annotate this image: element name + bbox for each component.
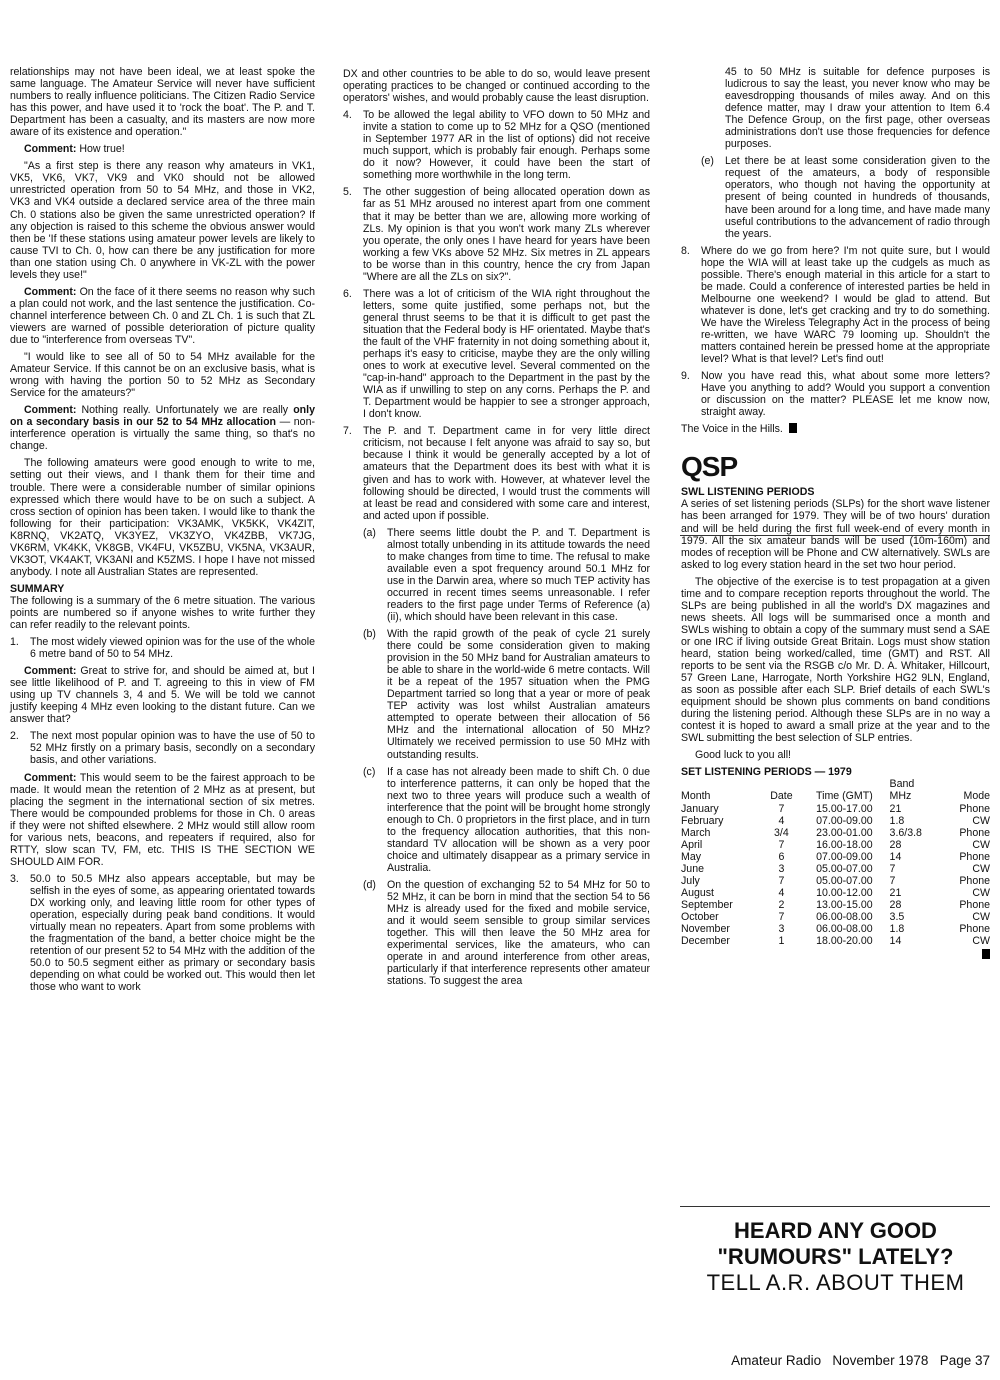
numbered-item bbox=[10, 730, 315, 766]
section-divider bbox=[680, 535, 990, 536]
lettered-item bbox=[363, 879, 650, 987]
footer-issue: November 1978 bbox=[832, 1353, 929, 1368]
table-row bbox=[681, 875, 990, 887]
section-divider bbox=[680, 1206, 990, 1207]
schedule-table bbox=[681, 778, 990, 947]
cell-month: April bbox=[681, 838, 703, 851]
ad-line: TELL A.R. ABOUT THEM bbox=[706, 1270, 965, 1295]
paragraph: relationships may not have been ideal, we at least spoke the same language. The Amateur Service will never have sufficient numbers to really influence politicians. The Citizen Radio Service has this power, and have used it to 'rock the boat'. The P. and T. Department has been a casualty, and its masters are now more aware of its existence and operation." bbox=[10, 66, 315, 139]
schedule-heading: SET LISTENING PERIODS — 1979 bbox=[681, 766, 852, 779]
cell-band: 3.5 bbox=[889, 910, 905, 923]
cell-date: 7 bbox=[778, 874, 785, 887]
item-letter: (e) bbox=[701, 155, 714, 168]
numbered-item bbox=[343, 288, 650, 421]
table-row bbox=[681, 899, 990, 911]
band-label: Band bbox=[889, 778, 915, 791]
cell-date: 2 bbox=[778, 898, 785, 911]
qsp-paragraph: A series of set listening periods (SLPs) for the short wave listener has been arranged for 1979. They will be of two hours' duration and will be held during the first full week-end of every month in 1979. All the six amateur bands will be used (10m-160m) and modes of reception will be Phone and CW alternatively. SWLs are asked to log every station heard in the set two hour period. bbox=[681, 498, 990, 571]
cell-month: August bbox=[681, 886, 714, 899]
item-number: 6. bbox=[343, 287, 352, 300]
numbered-item bbox=[681, 245, 990, 365]
quote-paragraph: "I would like to see all of 50 to 54 MHz available for the Amateur Service. If this cannot be on an exclusive basis, what is wrong with having the portion 50 to 52 MHz as Secondary Service for the amateurs?" bbox=[10, 351, 315, 400]
cell-band: 1.8 bbox=[889, 923, 905, 935]
comment-label: Comment: bbox=[24, 285, 77, 298]
qsp-paragraph: Good luck to you all! bbox=[695, 749, 791, 762]
numbered-item bbox=[343, 425, 650, 521]
item-letter: (c) bbox=[363, 765, 376, 778]
table-row bbox=[681, 839, 990, 851]
item-text: There was a lot of criticism of the WIA right throughout the letters, some quite justified, some perhaps not, but the general thrust seems to be that it is difficult to get past the situation that the Federal body is HF orientated. Maybe that's the fault of the VHF fraternity in not doing something about it, perhaps it's easy to criticise, maybe they are the only willing ones to work at executive level. Several commented on the "cap-in-hand" approach to the Department in the past by the WIA as if unwilling to step on any corns. Perhaps the P. and T. Department would be happier to see a stronger approach, I don't know. bbox=[363, 287, 650, 421]
ad-line: "RUMOURS" LATELY? bbox=[717, 1244, 954, 1269]
item-number: 7. bbox=[343, 425, 352, 438]
comment-text: On the face of it there seems no reason why such a plan could not work, and the last sentence the justification. Co-channel interference between Ch. 0 and ZL Ch. 1 is such that ZL viewers are warned of possible deterioration of picture quality due to "interference from overseas TV". bbox=[10, 285, 315, 346]
cell-band: 7 bbox=[889, 874, 896, 887]
cell-month: June bbox=[681, 862, 704, 875]
signature-line bbox=[681, 423, 990, 435]
cell-band: 14 bbox=[889, 850, 902, 863]
section-title: QSP bbox=[681, 451, 738, 483]
table-row bbox=[681, 815, 990, 827]
qsp-paragraph: The objective of the exercise is to test propagation at a given time and to compare reception reports throughout the world. The SLPs are being published in all the world's DX magazines and news sheets. All logs will be summarised once a month and SWLs wishing to obtain a copy of the summary must send a SAE or one IRC if living outside Great Britain. Logs must show station heard, station being worked/called, time (GMT) and RST. All reports to be sent via the RSGB c/o Mr. D. A. Whitaker, Hillcourt, 57 Green Lane, Harrogate, North Yorkshire HG2 9LN, England, as soon as possible after each SLP. Brief details of each SWL's equipment should be shown plus comments on band conditions during the listening period. Although these SLPs are in no way a contest it is hoped to award a small prize at the year and to the SWL submitting the best selection of SLP entries. bbox=[681, 575, 990, 745]
item-text: Where do we go from here? I'm not quite sure, but I would hope the WIA will at least take up the cudgels as much as possible. There's enough material in this article for a start to be made. Could a conference of interested parties be held in Melbourne one weekend? I would be glad to attend. But whatever is done, let's get cracking and try to do something. We have the Wireless Telegraphy Act in the process of being re-written, we have WARC 79 looming up. Shouldn't the matters contained herein be pressed home at the appropriate level? What is that level? Let's find out! bbox=[701, 244, 990, 366]
item-text: If a case has not already been made to shift Ch. 0 due to interference patterns, it can only be hoped that the next two to three years will produce such a wealth of interference that the point will be brought home strongly enough to Ch. 0 proprietors in the first place, and in turn to the frequency allocation authorities, that this non-standard TV allocation will be shown as a very poor choice and ultimately disappear as a primary service in Australia. bbox=[387, 765, 650, 874]
cell-time: 18.00-20.00 bbox=[816, 935, 873, 948]
col-header-date: Date bbox=[770, 790, 793, 803]
numbered-item bbox=[681, 370, 990, 418]
lettered-item bbox=[363, 628, 650, 761]
table-row bbox=[681, 935, 990, 947]
item-number: 1. bbox=[10, 636, 19, 649]
comment-text: Great to strive for, and should be aimed at, but I see little likelihood of P. and T. agreeing to this in view of FM using up TV channels 3, 4 and 5. We will be told we cannot justify keeping 4 MHz even looking to the distant future. Can we answer that? bbox=[10, 665, 315, 726]
cell-time: 16.00-18.00 bbox=[816, 838, 873, 851]
cell-time: 05.00-07.00 bbox=[816, 862, 873, 875]
cell-date: 4 bbox=[778, 814, 785, 827]
item-number: 5. bbox=[343, 186, 352, 199]
cell-time: 06.00-08.00 bbox=[816, 910, 873, 923]
cell-month: February bbox=[681, 814, 724, 827]
cell-month: March bbox=[681, 826, 711, 839]
cell-mode: CW bbox=[972, 910, 990, 923]
cell-date: 7 bbox=[778, 910, 785, 923]
cell-date: 1 bbox=[778, 935, 785, 948]
end-mark-icon bbox=[789, 423, 797, 433]
cell-time: 15.00-17.00 bbox=[816, 802, 873, 815]
footer-magazine: Amateur Radio bbox=[731, 1353, 822, 1368]
col-header-time: Time (GMT) bbox=[816, 790, 873, 803]
comment-paragraph bbox=[10, 143, 315, 155]
rumours-ad bbox=[681, 1218, 990, 1296]
item-number: 3. bbox=[10, 872, 19, 885]
summary-heading: SUMMARY bbox=[10, 582, 65, 595]
table-row bbox=[681, 923, 990, 935]
summary-paragraph: The following is a summary of the 6 metre situation. The various points are numbered so if anyone wishes to write further they can refer readily to the relevant points. bbox=[10, 594, 315, 632]
qsp-heading: SWL LISTENING PERIODS bbox=[681, 486, 815, 499]
item-number: 8. bbox=[681, 244, 690, 257]
comment-label: Comment: bbox=[24, 771, 77, 784]
cell-month: September bbox=[681, 898, 733, 911]
item-text: The P. and T. Department came in for very little direct criticism, not because I felt anyone was afraid to say so, but because I think it would be generally accepted by a lot of amateurs that the Department does its best with what it is given and has to work with. However, at whatever level the following should be directed, I would trust the comments will at least be read and considered with some care and interest, and acted upon if possible. bbox=[363, 425, 650, 522]
thanks-paragraph: The following amateurs were good enough to write to me, setting out their views, and I thank them for their time and trouble. There were a considerable number of similar opinions expressed which there would have to be on such a subject. A cross section of opinion has been taken. I would like to thank the following for their participation: VK3AMK, VK5KK, VK4ZIT, K8RNQ, VK2ATQ, VK3YEZ, VK3ZYO, VK4ZBB, VK7JG, VK6RM, VK4KK, VK8GB, VK4FU, VK5ZBU, VK5NA, VK3AUR, VK3OT, VK4AKT, VK3ANI and K5ZMS. I hope I have not missed anybody. I note all Australian States are represented. bbox=[10, 457, 315, 578]
lettered-item bbox=[363, 527, 650, 623]
schedule-body bbox=[681, 803, 990, 948]
cell-mode: Phone bbox=[959, 874, 990, 887]
item-number: 9. bbox=[681, 370, 690, 383]
cell-date: 4 bbox=[778, 886, 785, 899]
cell-mode: CW bbox=[972, 814, 990, 827]
comment-paragraph bbox=[10, 772, 315, 868]
cell-date: 7 bbox=[778, 838, 785, 851]
comment-text: This would seem to be the fairest approach to be made. It would mean the retention of 2 MHz as at present, but placing the segment in the international section of six metres. There would be compounded problems for those in Ch. 0 areas if they were not shifted elsewhere. 2 MHz would still allow room for various nets, beacons, and repeaters if required, also for RTTY, slow scan TV, FM, etc. THIS IS THE SECTION WE SHOULD AIM FOR. bbox=[10, 771, 315, 868]
cell-time: 23.00-01.00 bbox=[816, 826, 873, 839]
lettered-item bbox=[363, 766, 650, 874]
table-row bbox=[681, 851, 990, 863]
cell-date: 3/4 bbox=[774, 826, 789, 839]
table-row bbox=[681, 827, 990, 839]
column-3 bbox=[681, 66, 990, 961]
numbered-item bbox=[10, 636, 315, 660]
item-text: Let there be at least some consideration given to the request of the amateurs, a body of responsible operators, who though not having the opportunity at present of being counted in hundreds of thousands, have been around for a long time, and have made many useful contributions to the advancement of radio through the years. bbox=[725, 155, 990, 240]
cell-time: 07.00-09.00 bbox=[816, 814, 873, 827]
table-row bbox=[681, 887, 990, 899]
cell-time: 05.00-07.00 bbox=[816, 874, 873, 887]
item-number: 2. bbox=[10, 730, 19, 743]
cell-mode: Phone bbox=[959, 850, 990, 863]
cell-date: 7 bbox=[778, 802, 785, 815]
signature: The Voice in the Hills. bbox=[681, 423, 783, 436]
numbered-item bbox=[343, 186, 650, 282]
cell-time: 10.00-12.00 bbox=[816, 886, 873, 899]
cell-band: 3.6/3.8 bbox=[889, 826, 922, 839]
comment-paragraph bbox=[10, 404, 315, 452]
cell-month: December bbox=[681, 935, 730, 948]
cell-mode: CW bbox=[972, 935, 990, 948]
ad-line: HEARD ANY GOOD bbox=[734, 1218, 937, 1243]
cell-time: 07.00-09.00 bbox=[816, 850, 873, 863]
cell-time: 06.00-08.00 bbox=[816, 923, 873, 935]
end-mark-icon bbox=[982, 949, 990, 959]
col-header-band bbox=[890, 778, 942, 802]
comment-label: Comment: bbox=[24, 404, 77, 417]
numbered-item bbox=[343, 109, 650, 181]
item-text: The other suggestion of being allocated operation down as far as 51 MHz aroused no interest apart from one comment that it may be better than we are, allowing more working of ZLs. My opinion is that you won't work many ZLs wherever you operate, the only ones I have heard for years have been working a few VKs above 52 MHz. Six metres in ZL appears to be worse than in this country, hence the cry from Japan "Where are all the ZLs on six?". bbox=[363, 186, 650, 283]
lettered-item bbox=[701, 155, 990, 239]
table-row bbox=[681, 863, 990, 875]
cell-month: May bbox=[681, 850, 702, 863]
quote-paragraph: "As a first step is there any reason why amateurs in VK1, VK5, VK6, VK7, VK9 and VK0 should not be allowed unrestricted operation from 50 to 54 MHz, and those in VK2, VK3 and VK4 outside a declared service area of the three main Ch. 0 stations also be given the same unrestricted operation? If any objection is raised to this scheme the obvious answer would then be 'If these stations using amateur power levels are likely to cause TVI to Ch. 0, how can there be any justification for more than one station using Ch. 0 anywhere in VK-ZL with the power levels they use!" bbox=[10, 160, 315, 281]
cell-month: November bbox=[681, 923, 730, 935]
cell-month: July bbox=[681, 874, 700, 887]
cell-band: 28 bbox=[889, 838, 902, 851]
col-header-month: Month bbox=[681, 790, 711, 803]
column-1 bbox=[10, 66, 315, 998]
band-unit: MHz bbox=[889, 790, 912, 803]
page-footer bbox=[681, 1353, 990, 1368]
item-letter: (b) bbox=[363, 628, 376, 641]
comment-emphasis: only on a secondary basis in our 52 to 54 MHz allocation bbox=[10, 404, 315, 429]
item-letter: (a) bbox=[363, 526, 376, 539]
cell-mode: Phone bbox=[959, 826, 990, 839]
comment-text: Nothing really. Unfortunately we are really bbox=[81, 404, 289, 417]
col-header-mode: Mode bbox=[963, 790, 990, 803]
item-text: The most widely viewed opinion was for the use of the whole 6 metre band of 50 to 54 MHz. bbox=[30, 636, 315, 661]
item-letter: (d) bbox=[363, 879, 376, 891]
cell-band: 21 bbox=[889, 802, 902, 815]
table-row bbox=[681, 911, 990, 923]
continued-paragraph: 45 to 50 MHz is suitable for defence purposes is ludicrous to say the least, you never know who may be eavesdropping thousands of miles away. And on this defence matter, may I draw your attention to Item 6.4 The Defence Group, on the first page, other overseas administrations don't use those frequencies for defence purposes. bbox=[725, 66, 990, 151]
comment-label: Comment: bbox=[24, 665, 77, 678]
cell-date: 6 bbox=[778, 850, 785, 863]
cell-date: 3 bbox=[778, 923, 785, 935]
item-text: The next most popular opinion was to have the use of 50 to 52 MHz firstly on a primary basis, secondly on a secondary basis, and other variations. bbox=[30, 730, 315, 767]
cell-band: 21 bbox=[889, 886, 902, 899]
cell-band: 7 bbox=[889, 862, 896, 875]
cell-month: January bbox=[681, 802, 719, 815]
cell-band: 28 bbox=[889, 898, 902, 911]
cell-mode: CW bbox=[972, 862, 990, 875]
item-text: Now you have read this, what about some more letters? Have you anything to add? Would you support a convention or discussion on the matter? PLEASE let me know now, straight away. bbox=[701, 370, 990, 419]
comment-label: Comment: bbox=[24, 143, 77, 156]
cell-band: 1.8 bbox=[889, 814, 905, 827]
comment-paragraph bbox=[10, 286, 315, 346]
cell-mode: Phone bbox=[959, 802, 990, 815]
table-row bbox=[681, 803, 990, 815]
item-text: To be allowed the legal ability to VFO down to 50 MHz and invite a station to come up to 52 MHz for a QSO (mentioned in September 1977 AR in the list of options) did not receive much support, which is probably fair enough. Perhaps some do it now? However, it could have been the start of something more worthwhile in the long term. bbox=[363, 109, 650, 182]
cell-time: 13.00-15.00 bbox=[816, 898, 873, 911]
item-number: 4. bbox=[343, 109, 352, 122]
cell-date: 3 bbox=[778, 862, 785, 875]
cell-mode: CW bbox=[972, 838, 990, 851]
cell-month: October bbox=[681, 910, 719, 923]
cell-mode: Phone bbox=[959, 923, 990, 935]
cell-band: 14 bbox=[889, 935, 902, 948]
numbered-item bbox=[10, 873, 315, 993]
cell-mode: Phone bbox=[959, 898, 990, 911]
item-text: 50.0 to 50.5 MHz also appears acceptable, but may be selfish in the eyes of some, as appearing orientated towards DX working only, and leaving little room for other types of operation, especially during peak band conditions. It would virtually mean no repeaters. Apart from some problems with the fragmentation of the band, a better choice might be the retention of our present 52 to 54 MHz with the addition of the 50.0 to 50.5 segment either as primary or secondary basis depending on what could be worked out. This would then let those who want to work bbox=[30, 872, 315, 994]
column-2 bbox=[343, 68, 650, 992]
comment-paragraph bbox=[10, 665, 315, 725]
item-text: There seems little doubt the P. and T. Department is almost totally unbending in its attitude towards the need to make changes from time to time. The refusal to make available even a spot frequency around 50.1 MHz for use in the Darwin area, where so much TEP activity has occurred in recent times seems unreasonable. I refer readers to the first page under Terms of Reference (a) (ii), which should have been relevant in this case. bbox=[387, 526, 650, 624]
footer-page: Page 37 bbox=[939, 1353, 990, 1368]
cell-mode: CW bbox=[972, 886, 990, 899]
item-text: With the rapid growth of the peak of cycle 21 surely there could be some consideration given to making provision in the 50 MHz band for Australian amateurs to be able to share in the world-wide 6 metre contacts. Will it be a repeat of the 1957 situation when the PMG Department tarried so long that a year or more of peak TEP activity was lost whilst Australian amateurs attempted to operate between their allocation of 56 MHz and the international allocation of 50 MHz? Ultimately we received permission to use 50 MHz with outstanding results. bbox=[387, 628, 650, 761]
comment-text: — non-interference operation is virtually the same thing, so that's no change. bbox=[10, 416, 315, 453]
item-text: On the question of exchanging 52 to 54 MHz for 50 to 52 MHz, it can be born in mind that the section 54 to 56 MHz is already used for the fixed and mobile service, and it would seem sensible to group similar services together. This will then leave the 50 MHz area for experimental services, like the amateurs, who can operate in and around interference from other areas, particularly if that interference represents other amateur stations. To suggest the area bbox=[387, 879, 650, 988]
continued-paragraph: DX and other countries to be able to do so, would leave present operating practices to be changed or continued according to the operators' wishes, and would probably cause the least disruption. bbox=[343, 68, 650, 105]
table-header-row bbox=[681, 778, 990, 802]
comment-text: How true! bbox=[79, 143, 125, 156]
